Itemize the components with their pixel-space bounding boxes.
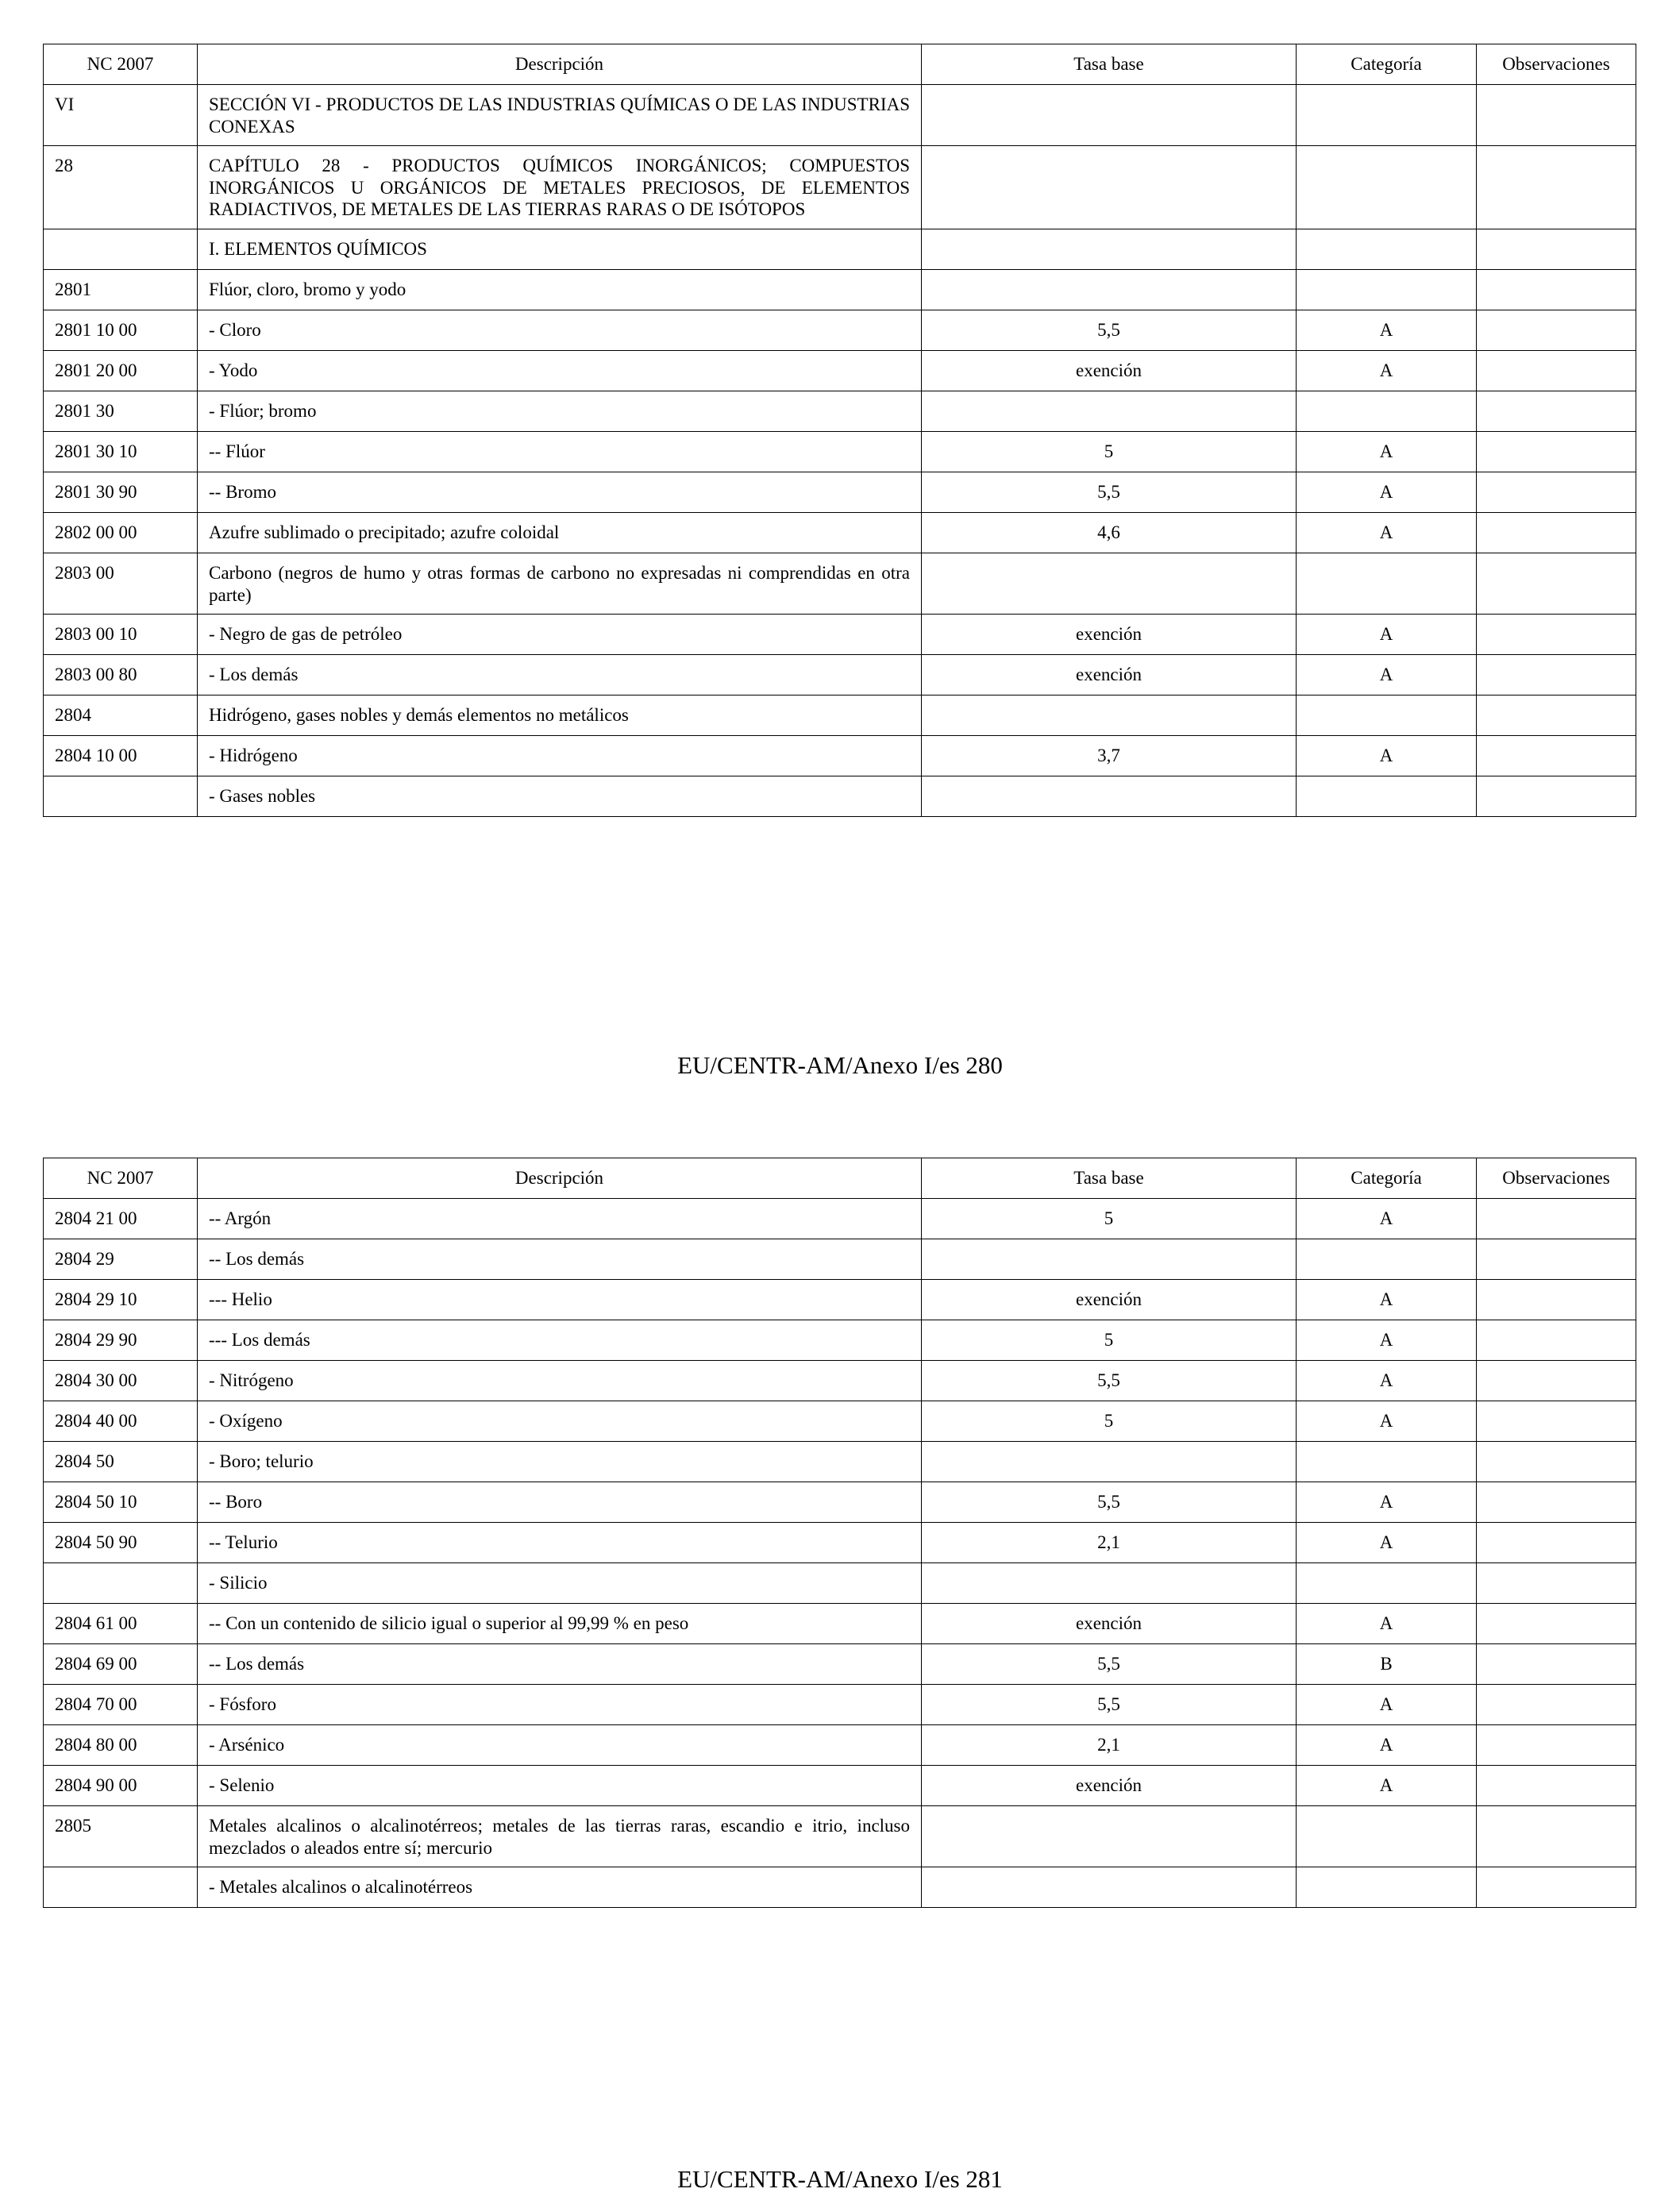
cell-nc-code: 2804 21 00 [44, 1199, 198, 1239]
cell-categoria [1297, 776, 1477, 817]
cell-descripcion: - Metales alcalinos o alcalinotérreos [198, 1867, 922, 1908]
cell-tasa-base: exención [922, 350, 1297, 391]
cell-descripcion: CAPÍTULO 28 - PRODUCTOS QUÍMICOS INORGÁNICOS; COMPUESTOS INORGÁNICOS U ORGÁNICOS DE METALES PRECIOSOS, DE ELEMENTOS RADIACTIVOS, DE METALES DE LAS TIERRAS RARAS O DE ISÓTOPOS [198, 146, 922, 229]
cell-observaciones [1477, 1482, 1636, 1523]
cell-descripcion: - Oxígeno [198, 1401, 922, 1442]
table-row [44, 1806, 1636, 1867]
cell-observaciones [1477, 1806, 1636, 1867]
cell-categoria: A [1297, 1482, 1477, 1523]
cell-descripcion: Flúor, cloro, bromo y yodo [198, 269, 922, 310]
cell-tasa-base: exención [922, 1604, 1297, 1644]
cell-categoria [1297, 695, 1477, 736]
cell-categoria: A [1297, 431, 1477, 472]
table-row [44, 1867, 1636, 1908]
table-row [44, 269, 1636, 310]
cell-observaciones [1477, 1199, 1636, 1239]
cell-observaciones [1477, 1563, 1636, 1604]
cell-descripcion: -- Telurio [198, 1523, 922, 1563]
cell-nc-code [44, 1563, 198, 1604]
cell-descripcion: - Yodo [198, 350, 922, 391]
cell-observaciones [1477, 512, 1636, 553]
cell-categoria: A [1297, 1320, 1477, 1361]
cell-nc-code: 2804 90 00 [44, 1766, 198, 1806]
cell-observaciones [1477, 1604, 1636, 1644]
cell-descripcion: - Flúor; bromo [198, 391, 922, 431]
cell-nc-code: 2804 40 00 [44, 1401, 198, 1442]
cell-descripcion: - Selenio [198, 1766, 922, 1806]
cell-categoria [1297, 553, 1477, 614]
table-row [44, 1604, 1636, 1644]
cell-tasa-base: 5,5 [922, 310, 1297, 350]
cell-descripcion: I. ELEMENTOS QUÍMICOS [198, 229, 922, 269]
header-tasa-base: Tasa base [922, 44, 1297, 85]
table-row [44, 431, 1636, 472]
cell-observaciones [1477, 1685, 1636, 1725]
cell-nc-code: 2801 10 00 [44, 310, 198, 350]
table-row [44, 1280, 1636, 1320]
cell-tasa-base: 5 [922, 1320, 1297, 1361]
cell-nc-code: 2803 00 10 [44, 615, 198, 655]
cell-tasa-base [922, 391, 1297, 431]
cell-categoria: A [1297, 1725, 1477, 1766]
cell-descripcion: -- Argón [198, 1199, 922, 1239]
cell-observaciones [1477, 310, 1636, 350]
cell-descripcion: - Fósforo [198, 1685, 922, 1725]
cell-categoria: A [1297, 1280, 1477, 1320]
cell-nc-code: 2801 20 00 [44, 350, 198, 391]
cell-observaciones [1477, 1644, 1636, 1685]
cell-categoria: A [1297, 1685, 1477, 1725]
cell-tasa-base: exención [922, 655, 1297, 695]
cell-tasa-base: 5,5 [922, 1361, 1297, 1401]
cell-descripcion: - Hidrógeno [198, 736, 922, 776]
cell-tasa-base: 5 [922, 1199, 1297, 1239]
cell-observaciones [1477, 472, 1636, 512]
cell-categoria: A [1297, 310, 1477, 350]
cell-categoria: A [1297, 350, 1477, 391]
cell-tasa-base [922, 1442, 1297, 1482]
cell-tasa-base [922, 1563, 1297, 1604]
cell-observaciones [1477, 776, 1636, 817]
table-row [44, 310, 1636, 350]
table-row [44, 736, 1636, 776]
cell-observaciones [1477, 229, 1636, 269]
cell-nc-code: 2804 29 90 [44, 1320, 198, 1361]
cell-tasa-base: 5,5 [922, 1685, 1297, 1725]
table-row [44, 1766, 1636, 1806]
cell-descripcion: - Silicio [198, 1563, 922, 1604]
header-descripcion: Descripción [198, 1158, 922, 1199]
header-nc-2007: NC 2007 [44, 44, 198, 85]
table-row [44, 1725, 1636, 1766]
cell-nc-code: 2801 30 90 [44, 472, 198, 512]
header-nc-2007: NC 2007 [44, 1158, 198, 1199]
cell-descripcion: - Gases nobles [198, 776, 922, 817]
cell-categoria: A [1297, 1401, 1477, 1442]
cell-categoria [1297, 269, 1477, 310]
cell-observaciones [1477, 146, 1636, 229]
cell-observaciones [1477, 1280, 1636, 1320]
cell-tasa-base [922, 776, 1297, 817]
cell-descripcion: -- Los demás [198, 1644, 922, 1685]
cell-observaciones [1477, 1401, 1636, 1442]
cell-tasa-base [922, 1239, 1297, 1280]
cell-nc-code: 2801 30 [44, 391, 198, 431]
cell-observaciones [1477, 85, 1636, 146]
cell-descripcion: - Nitrógeno [198, 1361, 922, 1401]
cell-nc-code: 2804 50 90 [44, 1523, 198, 1563]
cell-categoria [1297, 1563, 1477, 1604]
cell-tasa-base: 4,6 [922, 512, 1297, 553]
cell-categoria: A [1297, 1523, 1477, 1563]
cell-descripcion: -- Boro [198, 1482, 922, 1523]
cell-observaciones [1477, 1320, 1636, 1361]
cell-nc-code: VI [44, 85, 198, 146]
cell-nc-code: 2803 00 [44, 553, 198, 614]
cell-descripcion: -- Flúor [198, 431, 922, 472]
table-row [44, 1685, 1636, 1725]
cell-categoria: A [1297, 655, 1477, 695]
cell-categoria: A [1297, 1766, 1477, 1806]
cell-observaciones [1477, 1442, 1636, 1482]
cell-tasa-base [922, 85, 1297, 146]
cell-observaciones [1477, 1361, 1636, 1401]
table-row [44, 472, 1636, 512]
cell-nc-code: 2804 50 [44, 1442, 198, 1482]
cell-descripcion: -- Bromo [198, 472, 922, 512]
table-row [44, 1199, 1636, 1239]
table-body [44, 1199, 1636, 1908]
cell-observaciones [1477, 1725, 1636, 1766]
cell-descripcion: SECCIÓN VI - PRODUCTOS DE LAS INDUSTRIAS QUÍMICAS O DE LAS INDUSTRIAS CONEXAS [198, 85, 922, 146]
cell-categoria: B [1297, 1644, 1477, 1685]
cell-tasa-base: 5,5 [922, 472, 1297, 512]
cell-descripcion: - Negro de gas de petróleo [198, 615, 922, 655]
cell-tasa-base [922, 695, 1297, 736]
table-row [44, 1442, 1636, 1482]
cell-nc-code: 2804 [44, 695, 198, 736]
tariff-table-page-281 [43, 1158, 1636, 1908]
cell-descripcion: -- Los demás [198, 1239, 922, 1280]
table-row [44, 85, 1636, 146]
table-row [44, 1563, 1636, 1604]
cell-descripcion: --- Los demás [198, 1320, 922, 1361]
cell-observaciones [1477, 736, 1636, 776]
table-row [44, 1320, 1636, 1361]
table-row [44, 615, 1636, 655]
cell-nc-code: 2804 50 10 [44, 1482, 198, 1523]
cell-tasa-base: exención [922, 1280, 1297, 1320]
cell-nc-code: 2804 61 00 [44, 1604, 198, 1644]
page-footer-281: EU/CENTR-AM/Anexo I/es 281 [677, 2165, 1003, 2193]
cell-observaciones [1477, 431, 1636, 472]
cell-nc-code: 2801 30 10 [44, 431, 198, 472]
table-header-row [44, 1158, 1636, 1199]
cell-categoria: A [1297, 736, 1477, 776]
cell-observaciones [1477, 350, 1636, 391]
cell-tasa-base [922, 229, 1297, 269]
header-descripcion: Descripción [198, 44, 922, 85]
cell-categoria [1297, 1867, 1477, 1908]
cell-observaciones [1477, 1766, 1636, 1806]
cell-tasa-base: 3,7 [922, 736, 1297, 776]
cell-tasa-base: 5,5 [922, 1644, 1297, 1685]
cell-categoria: A [1297, 512, 1477, 553]
cell-nc-code [44, 229, 198, 269]
cell-descripcion: Hidrógeno, gases nobles y demás elementos no metálicos [198, 695, 922, 736]
tariff-table-page-280 [43, 44, 1636, 817]
cell-nc-code: 2804 80 00 [44, 1725, 198, 1766]
cell-tasa-base: exención [922, 1766, 1297, 1806]
cell-nc-code: 2801 [44, 269, 198, 310]
cell-nc-code [44, 1867, 198, 1908]
cell-nc-code: 2803 00 80 [44, 655, 198, 695]
table-row [44, 350, 1636, 391]
cell-observaciones [1477, 655, 1636, 695]
cell-descripcion: --- Helio [198, 1280, 922, 1320]
cell-tasa-base [922, 1867, 1297, 1908]
cell-categoria: A [1297, 1199, 1477, 1239]
table-row [44, 776, 1636, 817]
cell-descripcion: - Arsénico [198, 1725, 922, 1766]
cell-tasa-base: 5,5 [922, 1482, 1297, 1523]
cell-categoria: A [1297, 472, 1477, 512]
table-row [44, 146, 1636, 229]
table-row [44, 655, 1636, 695]
table-row [44, 229, 1636, 269]
table-row [44, 1482, 1636, 1523]
cell-descripcion: Carbono (negros de humo y otras formas de carbono no expresadas ni comprendidas en otra parte) [198, 553, 922, 614]
table-row [44, 695, 1636, 736]
cell-tasa-base: 5 [922, 431, 1297, 472]
table-row [44, 1523, 1636, 1563]
header-observaciones: Observaciones [1477, 44, 1636, 85]
cell-categoria: A [1297, 1604, 1477, 1644]
table-header-row [44, 44, 1636, 85]
cell-observaciones [1477, 391, 1636, 431]
cell-nc-code: 2804 30 00 [44, 1361, 198, 1401]
table-row [44, 1361, 1636, 1401]
cell-observaciones [1477, 269, 1636, 310]
table-row [44, 512, 1636, 553]
cell-descripcion: - Cloro [198, 310, 922, 350]
cell-tasa-base [922, 1806, 1297, 1867]
cell-nc-code: 2804 29 10 [44, 1280, 198, 1320]
cell-nc-code: 2804 69 00 [44, 1644, 198, 1685]
cell-tasa-base [922, 269, 1297, 310]
cell-observaciones [1477, 615, 1636, 655]
cell-descripcion: Metales alcalinos o alcalinotérreos; metales de las tierras raras, escandio e itrio, incluso mezclados o aleados entre sí; mercurio [198, 1806, 922, 1867]
header-categoria: Categoría [1297, 1158, 1477, 1199]
cell-observaciones [1477, 1523, 1636, 1563]
cell-tasa-base: 2,1 [922, 1725, 1297, 1766]
cell-descripcion: -- Con un contenido de silicio igual o superior al 99,99 % en peso [198, 1604, 922, 1644]
cell-categoria [1297, 85, 1477, 146]
cell-categoria [1297, 229, 1477, 269]
header-observaciones: Observaciones [1477, 1158, 1636, 1199]
cell-tasa-base: 5 [922, 1401, 1297, 1442]
cell-categoria [1297, 391, 1477, 431]
header-tasa-base: Tasa base [922, 1158, 1297, 1199]
cell-observaciones [1477, 695, 1636, 736]
cell-descripcion: Azufre sublimado o precipitado; azufre coloidal [198, 512, 922, 553]
page-footer-280: EU/CENTR-AM/Anexo I/es 280 [677, 1051, 1003, 1079]
cell-categoria [1297, 1239, 1477, 1280]
cell-categoria: A [1297, 615, 1477, 655]
cell-tasa-base: exención [922, 615, 1297, 655]
cell-tasa-base [922, 553, 1297, 614]
cell-categoria [1297, 146, 1477, 229]
cell-tasa-base: 2,1 [922, 1523, 1297, 1563]
cell-nc-code: 2804 10 00 [44, 736, 198, 776]
cell-nc-code [44, 776, 198, 817]
cell-categoria [1297, 1806, 1477, 1867]
cell-tasa-base [922, 146, 1297, 229]
cell-nc-code: 2802 00 00 [44, 512, 198, 553]
cell-descripcion: - Los demás [198, 655, 922, 695]
table-row [44, 1239, 1636, 1280]
table-body [44, 85, 1636, 817]
cell-observaciones [1477, 1239, 1636, 1280]
cell-categoria [1297, 1442, 1477, 1482]
table-row [44, 1401, 1636, 1442]
cell-observaciones [1477, 1867, 1636, 1908]
cell-categoria: A [1297, 1361, 1477, 1401]
cell-nc-code: 2804 70 00 [44, 1685, 198, 1725]
cell-nc-code: 2804 29 [44, 1239, 198, 1280]
table-row [44, 1644, 1636, 1685]
header-categoria: Categoría [1297, 44, 1477, 85]
cell-observaciones [1477, 553, 1636, 614]
table-row [44, 553, 1636, 614]
table-row [44, 391, 1636, 431]
cell-nc-code: 2805 [44, 1806, 198, 1867]
cell-descripcion: - Boro; telurio [198, 1442, 922, 1482]
cell-nc-code: 28 [44, 146, 198, 229]
